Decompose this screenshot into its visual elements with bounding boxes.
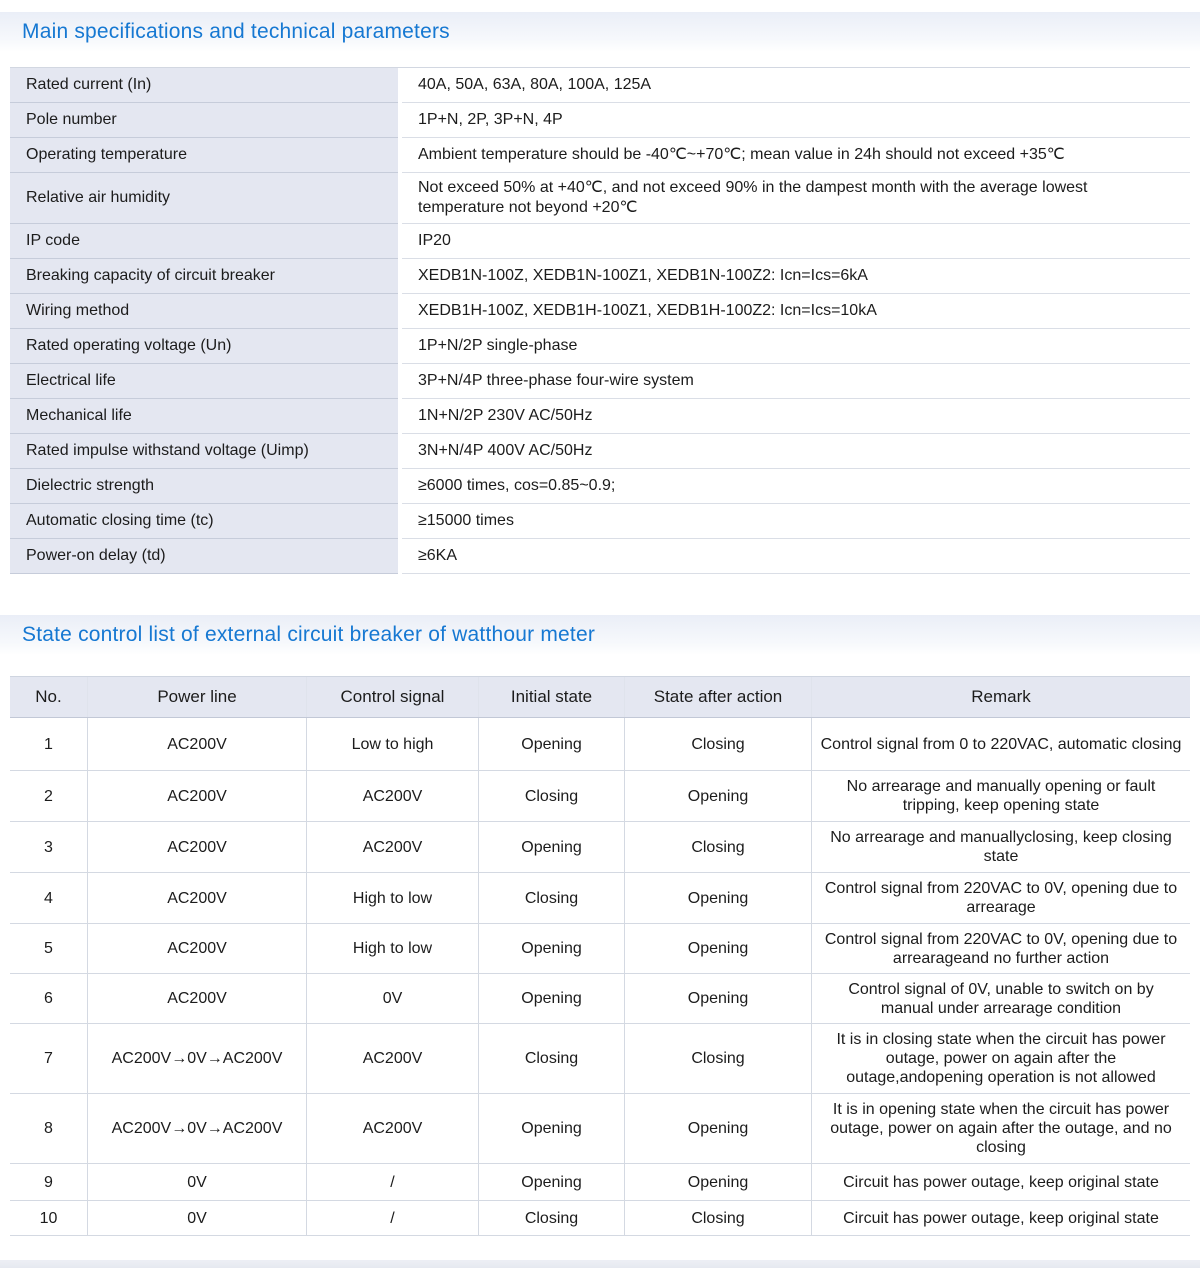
- spec-value: 1P+N/2P single-phase: [402, 329, 1190, 364]
- cell-state-after-action: Opening: [625, 974, 812, 1023]
- spec-value: ≥6KA: [402, 539, 1190, 574]
- cell-initial-state: Opening: [479, 974, 625, 1023]
- spec-label: Breaking capacity of circuit breaker: [10, 259, 398, 294]
- spec-row: [10, 504, 1190, 539]
- cell-no: 8: [10, 1094, 88, 1163]
- table-row: [10, 1094, 1190, 1164]
- cell-remark: It is in closing state when the circuit has power outage, power on again after the outage,andopening operation is not allowed: [836, 1031, 1166, 1086]
- spec-label: Pole number: [10, 103, 398, 138]
- cell-power-line: 0V: [88, 1201, 307, 1235]
- spec-label: IP code: [10, 224, 398, 259]
- cell-no: 1: [10, 718, 88, 770]
- table-row: [10, 1164, 1190, 1201]
- cell-initial-state: Closing: [479, 771, 625, 821]
- cell-no: 4: [10, 873, 88, 923]
- spec-value: Not exceed 50% at +40℃, and not exceed 90% in the dampest month with the average lowest temperature not beyond +20℃: [402, 173, 1190, 224]
- section2-title-band: [0, 615, 1200, 655]
- cell-initial-state: Opening: [479, 1094, 625, 1163]
- column-header-control-signal: Control signal: [307, 677, 479, 717]
- column-header-power-line: Power line: [88, 677, 307, 717]
- cell-power-line: AC200V→0V→AC200V: [88, 1094, 307, 1163]
- cell-power-line: AC200V: [88, 924, 307, 973]
- spec-row: [10, 399, 1190, 434]
- cell-no: 2: [10, 771, 88, 821]
- cell-remark: Control signal from 0 to 220VAC, automatic closing: [820, 735, 1182, 753]
- spec-value: 1N+N/2P 230V AC/50Hz: [402, 399, 1190, 434]
- spec-label: Operating temperature: [10, 138, 398, 173]
- spec-label: Dielectric strength: [10, 469, 398, 504]
- cell-no: 10: [10, 1201, 88, 1235]
- spec-row: [10, 539, 1190, 574]
- cell-power-line: AC200V: [88, 974, 307, 1023]
- spec-label: Relative air humidity: [10, 173, 398, 224]
- column-header-no: No.: [10, 677, 88, 717]
- cell-power-line: AC200V: [88, 771, 307, 821]
- cell-power-line: AC200V: [88, 822, 307, 872]
- table-row: [10, 873, 1190, 924]
- spec-row: [10, 138, 1190, 173]
- cell-power-line: AC200V: [88, 718, 307, 770]
- table-row: [10, 974, 1190, 1024]
- cell-initial-state: Closing: [479, 1024, 625, 1093]
- spec-label: Wiring method: [10, 294, 398, 329]
- table-row: [10, 924, 1190, 974]
- cell-no: 5: [10, 924, 88, 973]
- cell-initial-state: Opening: [479, 822, 625, 872]
- table-row: [10, 1024, 1190, 1094]
- table-row: [10, 771, 1190, 822]
- table-row: [10, 718, 1190, 771]
- spec-value: Ambient temperature should be -40℃~+70℃; mean value in 24h should not exceed +35℃: [402, 138, 1190, 173]
- cell-remark: No arrearage and manuallyclosing, keep closing state: [830, 829, 1172, 865]
- cell-control-signal: AC200V: [307, 822, 479, 872]
- cell-control-signal: /: [307, 1201, 479, 1235]
- cell-remark: No arrearage and manually opening or fault tripping, keep opening state: [846, 778, 1156, 814]
- cell-control-signal: High to low: [307, 873, 479, 923]
- column-header-remark: Remark: [971, 687, 1031, 706]
- spec-row: [10, 469, 1190, 504]
- next-section-band-edge: [0, 1260, 1200, 1268]
- section1-title: Main specifications and technical parameters: [22, 20, 450, 43]
- spec-value: IP20: [402, 224, 1190, 259]
- spec-label: Rated current (In): [10, 68, 398, 103]
- column-header-state-after-action: State after action: [625, 677, 812, 717]
- spec-row: [10, 224, 1190, 259]
- cell-initial-state: Closing: [479, 873, 625, 923]
- cell-initial-state: Opening: [479, 924, 625, 973]
- spec-label: Power-on delay (td): [10, 539, 398, 574]
- spec-value: XEDB1N-100Z, XEDB1N-100Z1, XEDB1N-100Z2: Icn=Ics=6kA: [402, 259, 1190, 294]
- table-row: [10, 1201, 1190, 1236]
- cell-state-after-action: Closing: [625, 822, 812, 872]
- cell-state-after-action: Closing: [625, 718, 812, 770]
- cell-power-line: AC200V: [88, 873, 307, 923]
- cell-state-after-action: Opening: [625, 924, 812, 973]
- cell-control-signal: /: [307, 1164, 479, 1200]
- cell-power-line: AC200V→0V→AC200V: [88, 1024, 307, 1093]
- spec-row: [10, 173, 1190, 224]
- spec-value: 40A, 50A, 63A, 80A, 100A, 125A: [402, 68, 1190, 103]
- state-control-table: [10, 676, 1190, 1236]
- cell-remark: Control signal from 220VAC to 0V, opening due to arrearage: [824, 880, 1178, 916]
- spec-label: Electrical life: [10, 364, 398, 399]
- cell-control-signal: AC200V: [307, 1094, 479, 1163]
- spec-value: 1P+N, 2P, 3P+N, 4P: [402, 103, 1190, 138]
- cell-state-after-action: Opening: [625, 1094, 812, 1163]
- spec-value: ≥15000 times: [402, 504, 1190, 539]
- column-header-initial-state: Initial state: [479, 677, 625, 717]
- spec-row: [10, 103, 1190, 138]
- cell-initial-state: Opening: [479, 1164, 625, 1200]
- cell-initial-state: Closing: [479, 1201, 625, 1235]
- cell-remark: Control signal from 220VAC to 0V, opening due to arrearageand no further action: [824, 930, 1178, 967]
- spec-label: Rated impulse withstand voltage (Uimp): [10, 434, 398, 469]
- spec-table: [10, 67, 1190, 574]
- cell-state-after-action: Closing: [625, 1201, 812, 1235]
- spec-row: [10, 294, 1190, 329]
- cell-power-line: 0V: [88, 1164, 307, 1200]
- cell-control-signal: AC200V: [307, 1024, 479, 1093]
- cell-state-after-action: Opening: [625, 1164, 812, 1200]
- cell-remark: It is in opening state when the circuit has power outage, power on again after the outage, and no closing: [830, 1101, 1172, 1156]
- cell-initial-state: Opening: [479, 718, 625, 770]
- table-row: [10, 822, 1190, 873]
- spec-value: ≥6000 times, cos=0.85~0.9;: [402, 469, 1190, 504]
- cell-remark: Control signal of 0V, unable to switch on by manual under arrearage condition: [848, 980, 1154, 1017]
- spec-row: [10, 329, 1190, 364]
- spec-row: [10, 434, 1190, 469]
- cell-state-after-action: Closing: [625, 1024, 812, 1093]
- spec-value: 3N+N/4P 400V AC/50Hz: [402, 434, 1190, 469]
- spec-value: XEDB1H-100Z, XEDB1H-100Z1, XEDB1H-100Z2: Icn=Ics=10kA: [402, 294, 1190, 329]
- cell-control-signal: AC200V: [307, 771, 479, 821]
- cell-control-signal: 0V: [307, 974, 479, 1023]
- spec-row: [10, 364, 1190, 399]
- cell-state-after-action: Opening: [625, 873, 812, 923]
- state-table-header-row: [10, 677, 1190, 718]
- cell-no: 7: [10, 1024, 88, 1093]
- cell-no: 3: [10, 822, 88, 872]
- spec-label: Mechanical life: [10, 399, 398, 434]
- section2-title: State control list of external circuit breaker of watthour meter: [22, 623, 596, 646]
- cell-remark: Circuit has power outage, keep original state: [843, 1209, 1159, 1227]
- spec-value: 3P+N/4P three-phase four-wire system: [402, 364, 1190, 399]
- cell-state-after-action: Opening: [625, 771, 812, 821]
- spec-label: Automatic closing time (tc): [10, 504, 398, 539]
- section1-title-band: [0, 12, 1200, 52]
- cell-control-signal: High to low: [307, 924, 479, 973]
- cell-remark: Circuit has power outage, keep original state: [843, 1173, 1159, 1191]
- spec-row: [10, 259, 1190, 294]
- cell-no: 9: [10, 1164, 88, 1200]
- cell-control-signal: Low to high: [307, 718, 479, 770]
- spec-label: Rated operating voltage (Un): [10, 329, 398, 364]
- spec-row: [10, 68, 1190, 103]
- cell-no: 6: [10, 974, 88, 1023]
